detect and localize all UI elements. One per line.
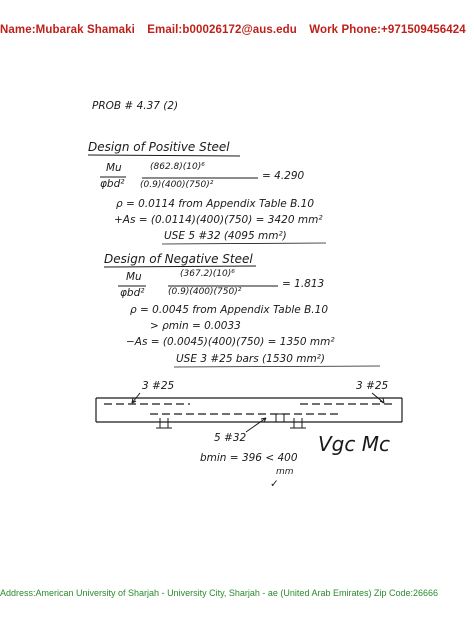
negative-use-underline xyxy=(174,366,380,367)
negative-ratio-numerator: (367.2)(10)⁶ xyxy=(180,269,235,279)
positive-ratio-lhs-denominator: φbd² xyxy=(100,178,125,190)
negative-as-line: −As = (0.0045)(400)(750) = 1350 mm² xyxy=(126,336,335,348)
negative-steel-heading: Design of Negative Steel xyxy=(104,252,253,266)
address-footer: Address:American University of Sharjah - University City, Sharjah - ae (United Arab Emirates) Zip Code:26666 xyxy=(0,588,439,598)
author-email: Email:b00026172@aus.edu xyxy=(147,24,297,36)
positive-heading-underline xyxy=(88,155,240,156)
signature: Vgc Mc xyxy=(318,432,390,456)
negative-ratio-lhs-numerator: Mu xyxy=(126,271,142,283)
positive-as-line: +As = (0.0114)(400)(750) = 3420 mm² xyxy=(114,214,323,226)
negative-use-line: USE 3 #25 bars (1530 mm²) xyxy=(176,353,325,365)
positive-ratio-result: = 4.290 xyxy=(262,170,305,182)
negative-rho-line: ρ = 0.0045 from Appendix Table B.10 xyxy=(130,304,329,316)
negative-ratio-denominator: (0.9)(400)(750)² xyxy=(168,287,242,297)
author-phone: Work Phone:+971509456424 xyxy=(309,24,466,36)
author-name: Name:Mubarak Shamaki xyxy=(0,24,135,36)
positive-rho-line: ρ = 0.0114 from Appendix Table B.10 xyxy=(116,198,315,210)
positive-ratio-denominator: (0.9)(400)(750)² xyxy=(140,180,214,190)
cutoff-mark-right xyxy=(290,418,306,428)
negative-ratio-lhs-denominator: φbd² xyxy=(120,287,145,299)
arrow-bottom xyxy=(246,418,266,432)
negative-rho-min-line: > ρmin = 0.0033 xyxy=(150,320,241,332)
sketch-label-left-top: 3 #25 xyxy=(142,380,175,392)
positive-steel-heading: Design of Positive Steel xyxy=(88,140,230,154)
positive-use-underline xyxy=(162,243,326,244)
check-mark: ✓ xyxy=(270,478,279,490)
positive-ratio-lhs-numerator: Mu xyxy=(106,162,122,174)
negative-heading-underline xyxy=(104,266,256,267)
bmin-unit: mm xyxy=(276,467,294,477)
problem-title: PROB # 4.37 (2) xyxy=(92,100,179,112)
sketch-label-right-top: 3 #25 xyxy=(356,380,389,392)
negative-ratio-result: = 1.813 xyxy=(282,278,325,290)
sketch-label-bottom: 5 #32 xyxy=(214,432,247,444)
cutoff-mark-middle xyxy=(272,414,288,422)
bmin-line: bmin = 396 < 400 xyxy=(200,452,298,464)
cutoff-mark-left xyxy=(156,418,172,428)
positive-ratio-numerator: (862.8)(10)⁶ xyxy=(150,162,205,172)
positive-use-line: USE 5 #32 (4095 mm²) xyxy=(164,230,287,242)
